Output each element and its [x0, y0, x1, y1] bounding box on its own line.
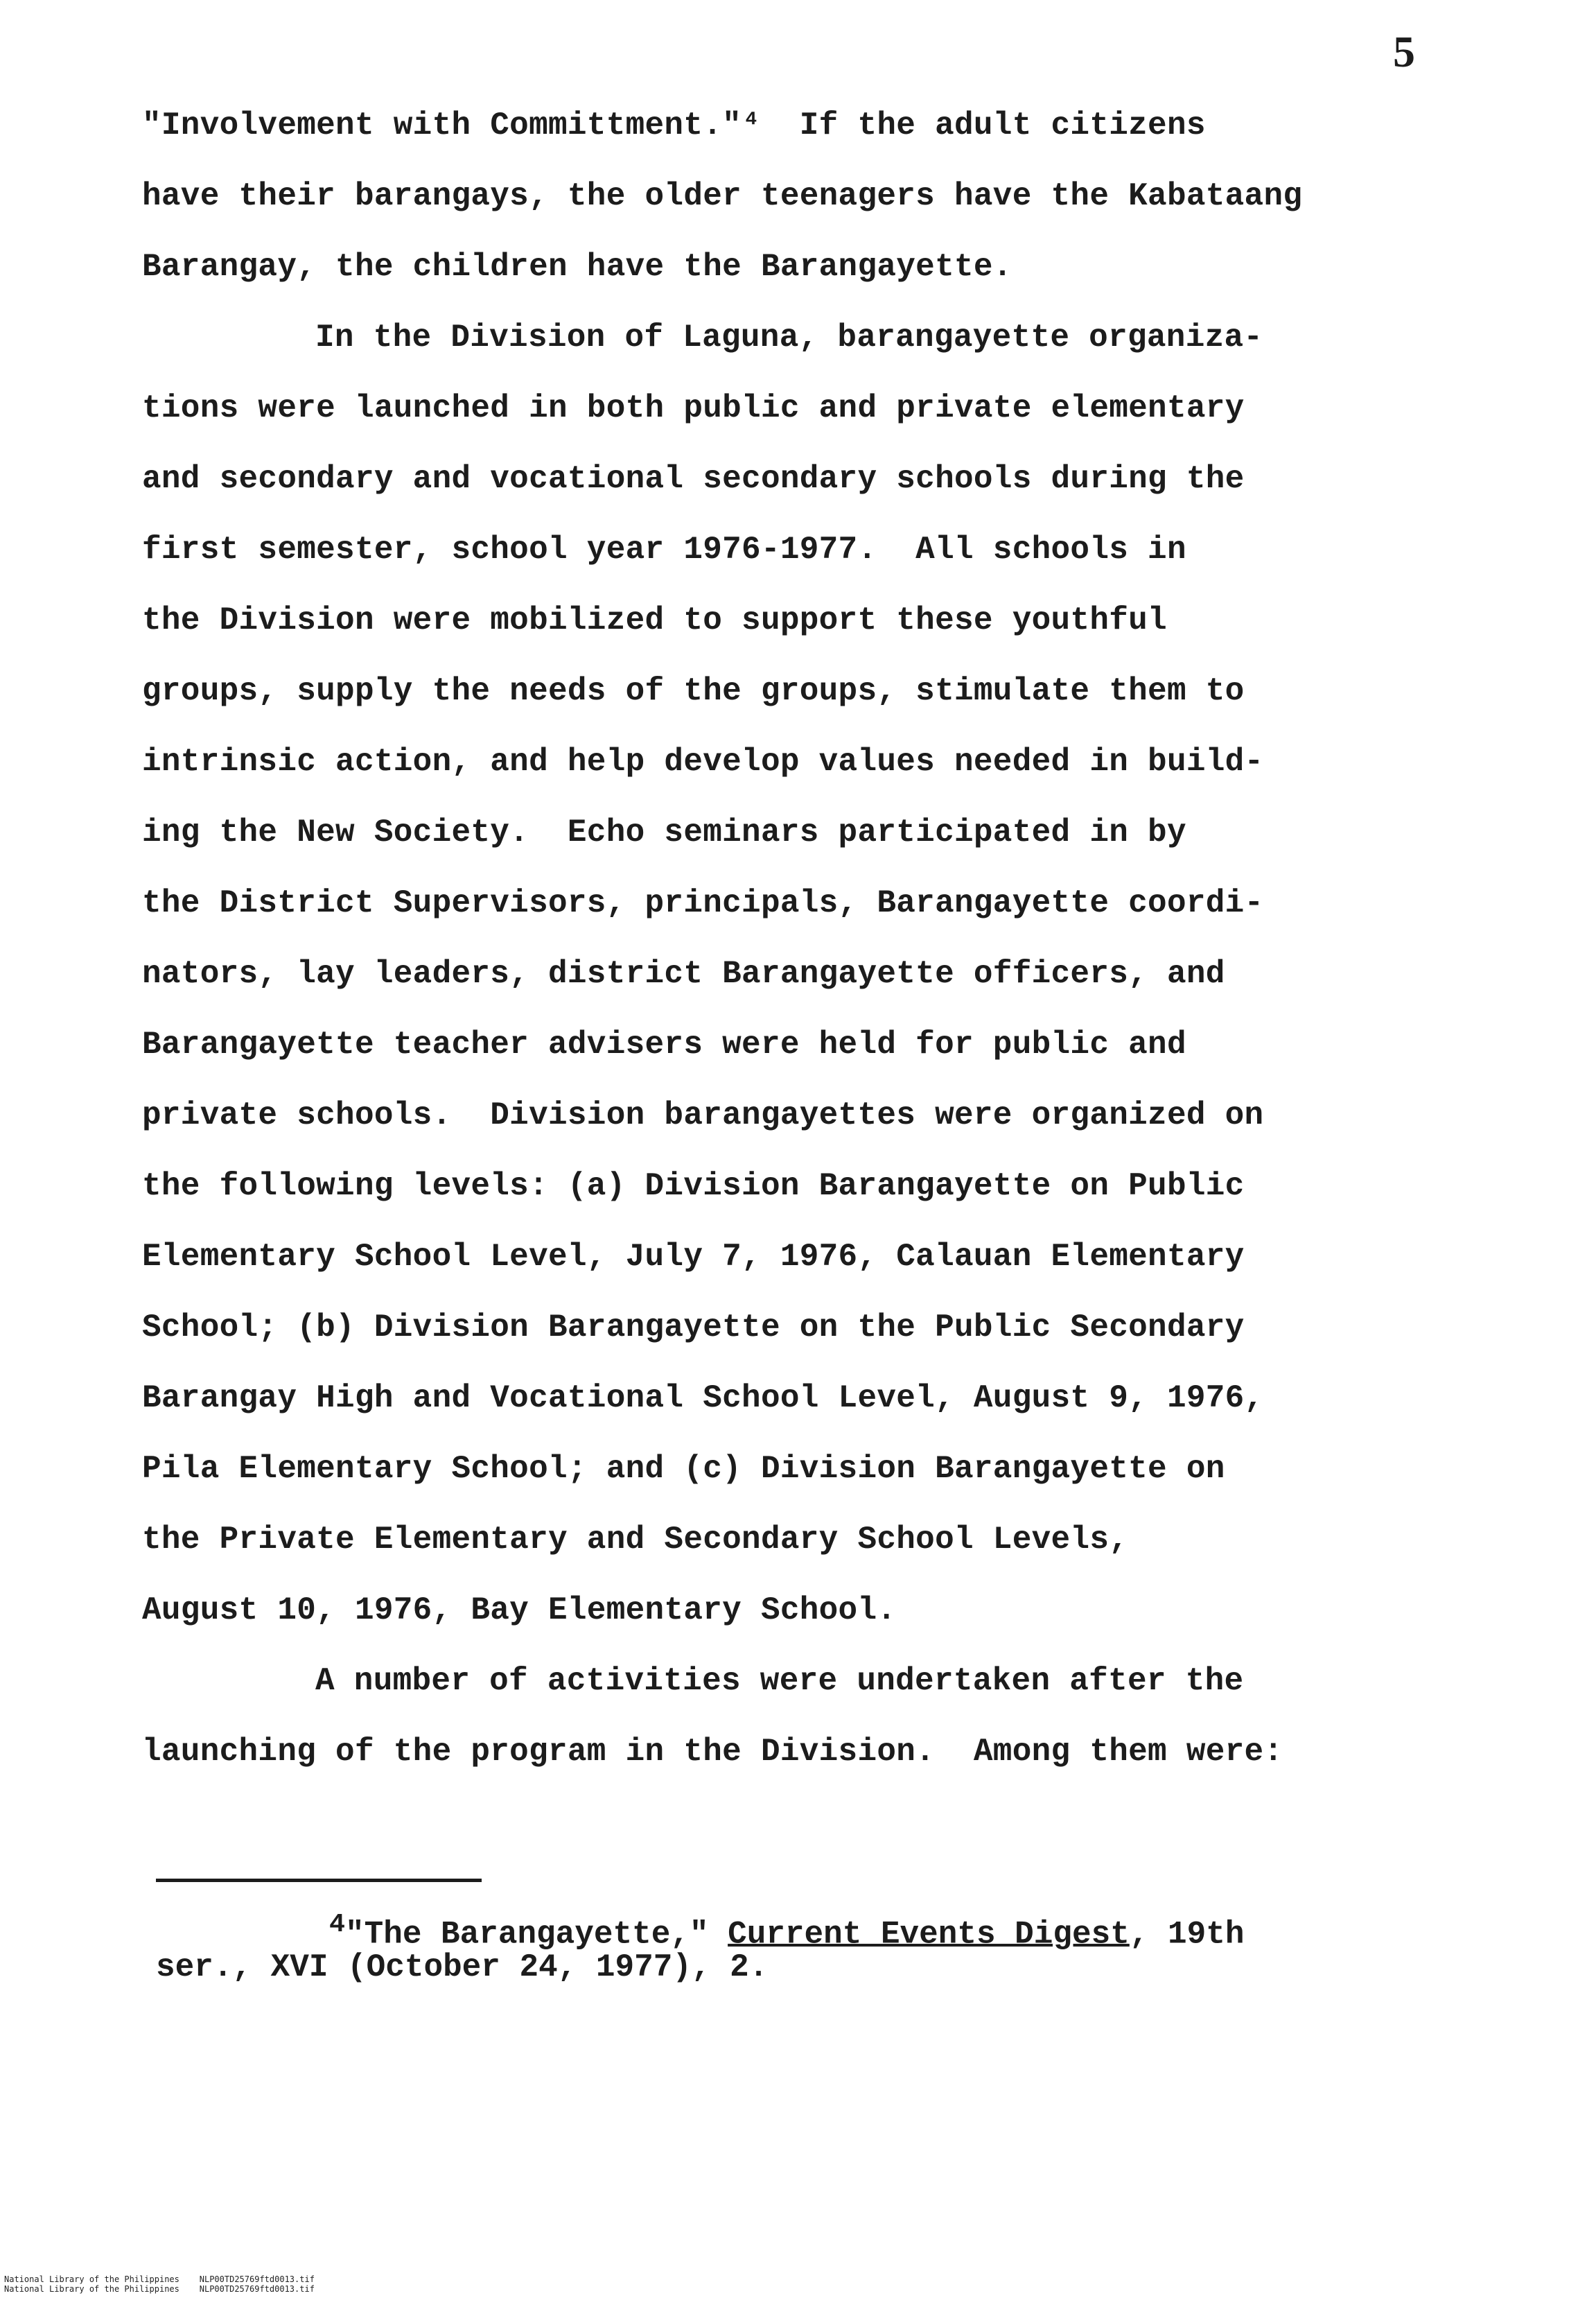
footnote-marker: 4 [329, 1909, 346, 1940]
text-line: groups, supply the needs of the groups, stimulate them to [142, 673, 1245, 709]
text-line: the Private Elementary and Secondary School Levels, [142, 1522, 1129, 1558]
text-line: A number of activities were undertaken after the [315, 1663, 1244, 1699]
archive-caption [4, 2274, 315, 2294]
footnote-line [156, 1903, 1445, 1953]
footnote-prefix: "The Barangayette," [345, 1916, 728, 1953]
text-line: the District Supervisors, principals, Barangayette coordi- [142, 885, 1264, 921]
body-text [142, 90, 1445, 1787]
text-line: and secondary and vocational secondary schools during the [142, 461, 1245, 497]
text-line: August 10, 1976, Bay Elementary School. [142, 1592, 897, 1628]
footnote-rest: , 19th [1129, 1916, 1245, 1953]
text-line: nators, lay leaders, district Barangayette officers, and [142, 956, 1225, 992]
text-line: "Involvement with Committment."⁴ If the adult citizens [142, 107, 1206, 143]
page-number: 5 [1393, 27, 1415, 76]
footnote-source-title: Current Events Digest [728, 1916, 1130, 1953]
text-line: first semester, school year 1976-1977. All schools in [142, 532, 1186, 568]
text-line: Pila Elementary School; and (c) Division Barangayette on [142, 1451, 1225, 1487]
text-line: Barangay, the children have the Barangayette. [142, 249, 1012, 285]
footnote-divider [156, 1879, 482, 1882]
text-line: tions were launched in both public and private elementary [142, 390, 1245, 426]
text-line: private schools. Division barangayettes were organized on [142, 1097, 1264, 1133]
archive-caption-line: National Library of the Philippines NLP00TD25769ftd0013.tif [4, 2284, 315, 2294]
text-line: School; (b) Division Barangayette on the Public Secondary [142, 1309, 1245, 1346]
text-line: Barangay High and Vocational School Level, August 9, 1976, [142, 1380, 1264, 1416]
text-line: Elementary School Level, July 7, 1976, Calauan Elementary [142, 1239, 1245, 1275]
footnote [156, 1903, 1445, 1989]
text-line: launching of the program in the Division. Among them were: [142, 1734, 1283, 1770]
footnote-line: ser., XVI (October 24, 1977), 2. [156, 1949, 769, 1985]
text-line: the following levels: (a) Division Barangayette on Public [142, 1168, 1245, 1204]
text-line: In the Division of Laguna, barangayette organiza- [315, 320, 1263, 356]
archive-caption-line: National Library of the Philippines NLP00TD25769ftd0013.tif [4, 2274, 315, 2284]
text-line: intrinsic action, and help develop values needed in build- [142, 744, 1264, 780]
text-line: have their barangays, the older teenagers have the Kabataang [142, 178, 1303, 214]
text-line: ing the New Society. Echo seminars participated in by [142, 815, 1186, 851]
text-line: Barangayette teacher advisers were held for public and [142, 1027, 1186, 1063]
text-line: the Division were mobilized to support these youthful [142, 602, 1167, 638]
